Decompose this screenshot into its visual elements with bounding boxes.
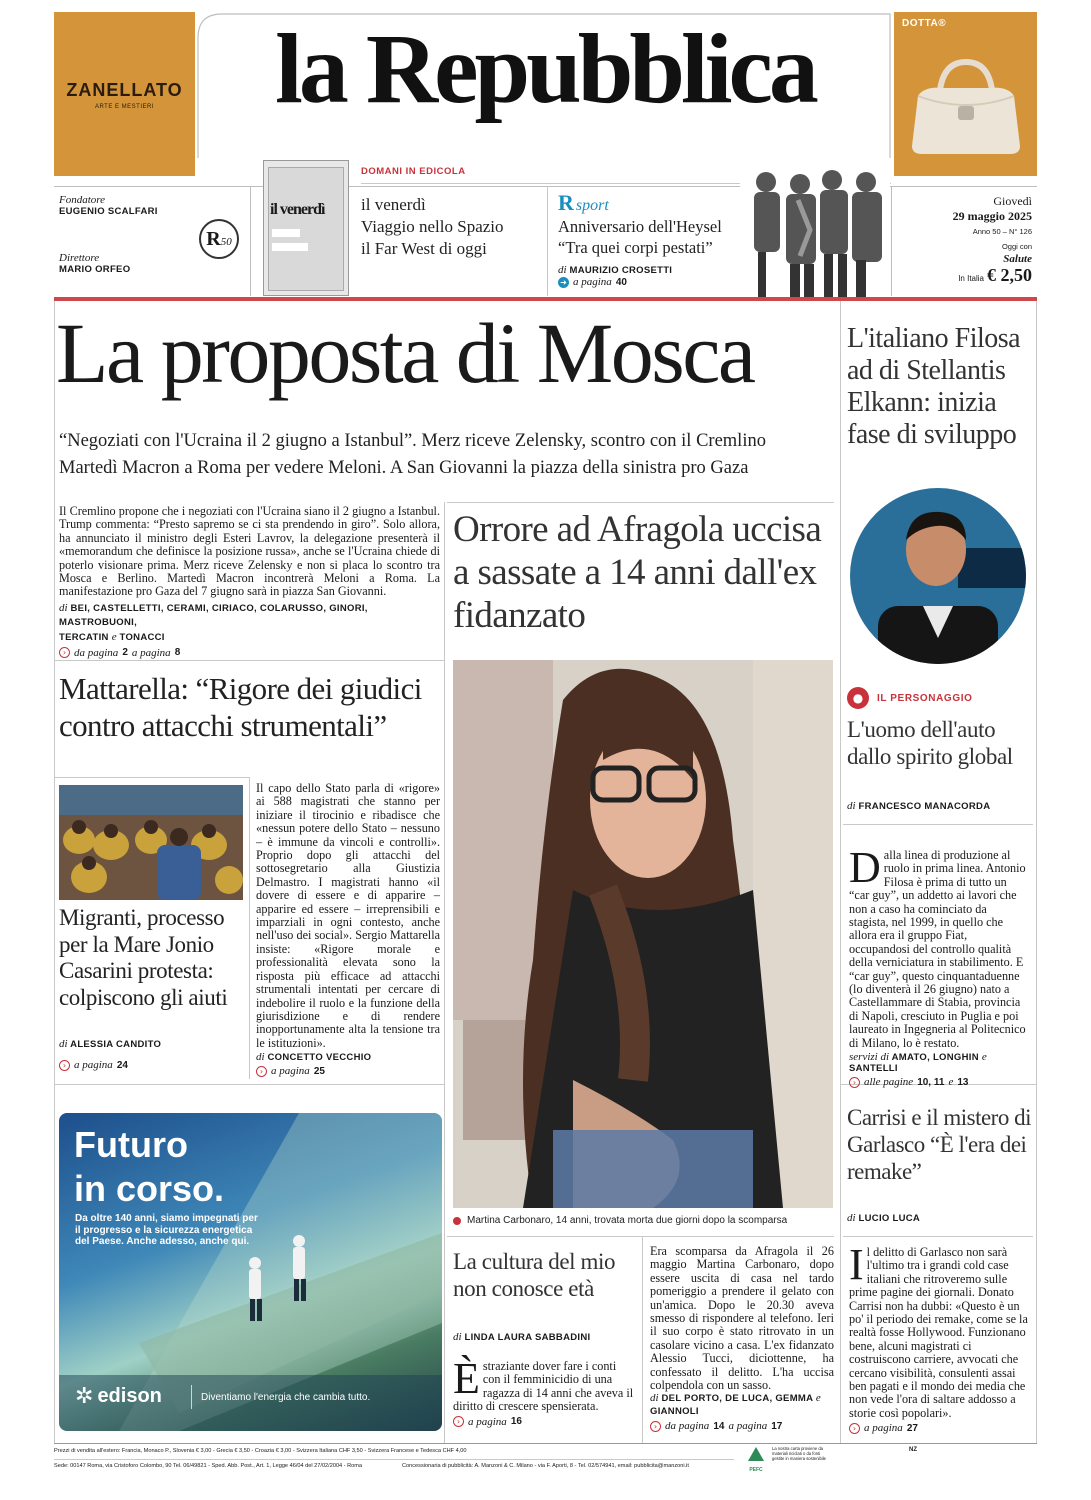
migranti-author: ALESSIA CANDITO xyxy=(70,1039,162,1050)
lead-page-link[interactable]: › da pagina 2 a pagina 8 xyxy=(59,647,440,659)
price: € 2,50 xyxy=(987,265,1032,285)
venerdi-thumbnail[interactable] xyxy=(263,160,349,296)
sport-line1: Anniversario dell'Heysel xyxy=(558,217,722,236)
ad-zanellato-sub: ARTE E MESTIERI xyxy=(94,104,155,110)
lead-article: Il Cremlino propone che i negoziati con l'Ucraina siano il 2 giugno a Istanbul. Trump commenta: “Presto sapremo se ci sta prendendo in giro”. Solo allora, ha annunciato il ministro degli Esteri Lavrov, la delegazione presenterà il «memorandum che definisce la posizione russa», anche se l'Ucraina chiede di poterlo visionare prima. Merz riceve Zelensky e non si placa lo scontro tra Mosca e Berlino. Martedì Macron incontrerà Meloni a Roma. La manifestazione pro Gaza del 7 giugno sarà in piazza San Giovanni. di BEI, CASTELLETTI, CERAMI, CIRIACO, COLARUSSO, GINORI, MASTROBUONI, TERCATIN e TONACCI › da pagina 2 a pagina 8 xyxy=(59,504,440,659)
dateline xyxy=(895,194,1032,286)
stellantis-headline[interactable]: L'italiano Filosa ad di Stellantis Elkann: inizia fase di sviluppo xyxy=(847,323,1021,450)
footer-prices: Prezzi di vendita all'estero: Francia, Monaco P., Slovenia € 3,00 - Grecia € 3,50 - Croazia € 3,00 - Svizzera Italiana CHF 3,50 - Svizzera Francese e Tedesca CHF 4,00 xyxy=(54,1448,467,1454)
director-label: Direttore xyxy=(59,252,100,264)
afragola-page-link[interactable]: › da pagina 14 a pagina 17 xyxy=(650,1420,834,1432)
arrow-icon: › xyxy=(59,1060,70,1071)
handbag-image xyxy=(904,50,1028,160)
personaggio-byline: di FRANCESCO MANACORDA xyxy=(847,800,991,812)
garlasco-article xyxy=(849,1240,1029,1435)
footer-pubblicita: Concessionaria di pubblicità: A. Manzoni & C. Milano - via F. Aporti, 8 - Tel. 02/574941, email: pubblicita@manzoni.it xyxy=(402,1463,689,1469)
cultura-page-link[interactable]: › a pagina 16 xyxy=(453,1416,635,1428)
edison-tagline: Diventiamo l'energia che cambia tutto. xyxy=(201,1392,371,1403)
edison-brand: edison xyxy=(97,1385,162,1407)
dateline-day: Giovedì xyxy=(993,194,1032,208)
sport-page-link[interactable]: ➜ a pagina 40 xyxy=(558,276,748,288)
dateline-supplement: Salute xyxy=(1003,253,1032,265)
cultura-headline[interactable]: La cultura del mio non conosce età xyxy=(453,1249,616,1301)
edicola-label: DOMANI IN EDICOLA xyxy=(361,166,466,177)
edison-logo xyxy=(75,1385,162,1408)
garlasco-headline[interactable]: Carrisi e il mistero di Garlasco “È l'era dei remake” xyxy=(847,1105,1031,1184)
afragola-headline[interactable]: Orrore ad Afragola uccisa a sassate a 14 anni dall'ex fidanzato xyxy=(453,509,822,636)
edison-mark-icon: ✲ xyxy=(75,1383,94,1409)
personaggio-author: FRANCESCO MANACORDA xyxy=(858,801,991,812)
cultura-article xyxy=(453,1354,635,1428)
cultura-author: LINDA LAURA SABBADINI xyxy=(464,1332,591,1343)
personaggio-dropcap: D xyxy=(849,843,881,892)
afragola-body: Era scomparsa da Afragola il 26 maggio Martina Carbonaro, dopo essere uscita di casa nel tardo pomeriggio a prendere il gelato con un'amica. Dopo le 20.30 aveva smesso di rispondere al telefono. Ieri il suo corpo è stato ritrovato in un casolare vicino a casa. L'ex fidanzato Alessio Tucci, diciottenne, ha confessato il delitto. L'ha uccisa colpendola con un sasso. xyxy=(650,1244,834,1393)
migranti-headline[interactable]: Migranti, processo per la Mare Jonio Casarini protesta: colpiscono gli aiuti xyxy=(59,905,228,1010)
filosa-photo[interactable] xyxy=(848,488,1028,664)
footer-sede: Sede: 00147 Roma, via Cristoforo Colombo, 90 Tel. 06/49821 - Sped. Abb. Post., Art. 1, Legge 46/04 del 27/02/2004 - Roma xyxy=(54,1463,363,1469)
migranti-photo[interactable] xyxy=(59,785,243,900)
venerdi-promo[interactable] xyxy=(361,194,504,260)
lead-sub1: “Negoziati con l'Ucraina il 2 giugno a Istanbul”. Merz riceve Zelensky, scontro con il Cremlino xyxy=(59,431,766,451)
migranti-credit: di ALESSIA CANDITO › a pagina 24 xyxy=(59,1038,245,1071)
sport-author: MAURIZIO CROSETTI xyxy=(569,265,673,276)
lead-headline[interactable]: La proposta di Mosca xyxy=(56,305,754,401)
personaggio-title[interactable]: L'uomo dell'auto dallo spirito global xyxy=(847,717,1013,769)
mattarella-article: Il capo dello Stato parla di «rigore» ai 588 magistrati che stanno per iniziare il tirocinio e ribadisce che «nessun potere dello Stato – nessuno – è immune da vincoli e controlli». Proprio dopo gli attacchi del sottosegretario alla Giustizia Delmastro. I magistrati hanno «il dovere di essere e di apparire – apparire ed essere – irreprensibili e imparziali in ogni contesto, anche nell'uso dei social». Sergio Mattarella insiste: «Rigore morale e professionalità elevata sono la risposta più efficace ad attacchi strumentali intentati per cercare di indebolire il ruolo e la funzione della giurisdizione e di rendere inopportunamente alta la tensione tra le istituzioni». di CONCETTO VECCHIO › a pagina 25 xyxy=(256,781,440,1078)
garlasco-dropcap: I xyxy=(849,1240,864,1289)
venerdi-promo-title: il venerdì xyxy=(361,195,426,214)
pefc-note: La nostra carta proviene da materiali riciclati o da fonti gestite in maniera sostenibile xyxy=(772,1446,827,1461)
lead-authors: BEI, CASTELLETTI, CERAMI, CIRIACO, COLARUSSO, GINORI, MASTROBUONI, xyxy=(59,602,368,628)
arrow-icon: › xyxy=(849,1077,860,1088)
dateline-issue: Anno 50 – N° 126 xyxy=(972,227,1032,236)
garlasco-page-link[interactable]: › a pagina 27 xyxy=(849,1422,1029,1434)
ad-edison[interactable] xyxy=(59,1113,442,1431)
venerdi-promo-line1: Viaggio nello Spazio xyxy=(361,217,504,236)
afragola-caption: Martina Carbonaro, 14 anni, trovata morta due giorni dopo la scomparsa xyxy=(453,1215,787,1226)
dateline-date: 29 maggio 2025 xyxy=(952,209,1032,223)
venerdi-promo-line2: il Far West di oggi xyxy=(361,239,487,258)
cultura-byline: di LINDA LAURA SABBADINI xyxy=(453,1331,591,1343)
heysel-photo xyxy=(740,160,890,298)
caption-dot-icon xyxy=(453,1217,461,1225)
arrow-icon: › xyxy=(453,1416,464,1427)
r50-badge-num: 50 xyxy=(220,236,232,248)
sport-by: di xyxy=(558,264,567,276)
r50-badge xyxy=(199,219,239,259)
pefc-tree-icon xyxy=(744,1447,768,1463)
masthead-title[interactable]: la Repubblica xyxy=(275,13,815,124)
founder-label: Fondatore xyxy=(59,194,106,206)
masthead-rule xyxy=(54,297,1037,301)
garlasco-byline: di LUCIO LUCA xyxy=(847,1212,921,1224)
ad-dotta-brand: DOTTA® xyxy=(902,18,947,29)
founder-name: EUGENIO SCALFARI xyxy=(59,206,158,217)
afragola-article: Era scomparsa da Afragola il 26 maggio Martina Carbonaro, dopo essere uscita di casa nel tardo pomeriggio a prendere il gelato con un'amica. Dopo le 20.30 aveva smesso di rispondere al telefono. Ieri il suo corpo è stato ritrovato in un casolare vicino a casa. L'ex fidanzato Alessio Tucci, diciottenne, ha confessato il delitto. L'ha uccisa colpendola con un sasso. di DEL PORTO, DE LUCA, GEMMA e GIANNOLI › da pagina 14 a pagina 17 xyxy=(650,1244,834,1433)
garlasco-body: l delitto di Garlasco non sarà l'ultimo tra i grandi cold case italiani che ritroveremo sulle prime pagine dei giornali. Donato Carrisi non ha dubbi: «Questo è un po' il periodo dei remake, come se la realtà fosse Hollywood. Funzionano bene, alcuni magistrati ci costruiscono carriere, avvocati che cercano visibilità, consulenti assai ben pagati e il mondo dei media che non vede l'ora di saltare addosso a storie così popolari». xyxy=(849,1245,1028,1420)
migranti-page-link[interactable]: › a pagina 24 xyxy=(59,1059,245,1071)
sport-page: 40 xyxy=(615,276,627,288)
sport-arrow-icon: ➜ xyxy=(558,277,569,288)
arrow-icon: › xyxy=(256,1066,267,1077)
ad-zanellato[interactable] xyxy=(54,12,195,176)
ad-dotta[interactable] xyxy=(894,12,1037,176)
arrow-icon: › xyxy=(650,1421,661,1432)
edison-title-2: in corso. xyxy=(74,1168,225,1209)
lead-subheading xyxy=(59,428,839,482)
ad-zanellato-brand: ZANELLATO xyxy=(66,80,183,100)
sport-word: sport xyxy=(575,197,609,214)
personaggio-body: alla linea di produzione al ruolo in prima linea. Antonio Filosa è prima di tutto un “car guy”, un addetto ai lavori che non a caso ha cominciato da stagista, nel 1999, in quello che allora era il gruppo Fiat, occupandosi del controllo qualità della verniciatura in stabilimento. E “car guy”, questo cinquantaduenne (lo diventerà il 26 giugno) nato a Castellammare di Stabia, provincia di Napoli, cresciuto in Puglia e poi laureato in Ingegneria al Politecnico di Milano, lo è restato. xyxy=(849,848,1026,1050)
sport-line2: “Tra quei corpi pestati” xyxy=(558,238,713,257)
pefc-logo: PEFC xyxy=(744,1447,768,1471)
venerdi-thumb-title: il venerdì xyxy=(270,201,325,218)
mattarella-author: CONCETTO VECCHIO xyxy=(267,1052,372,1064)
r50-badge-r: R xyxy=(206,228,221,250)
afragola-authors: DEL PORTO, DE LUCA, GEMMA xyxy=(661,1393,813,1405)
martina-photo[interactable] xyxy=(453,660,833,1208)
mattarella-headline[interactable]: Mattarella: “Rigore dei giudici contro attacchi strumentali” xyxy=(59,671,422,743)
sport-r: R xyxy=(558,190,574,215)
price-label: In Italia xyxy=(958,274,984,283)
arrow-icon: › xyxy=(59,647,70,658)
director-name: MARIO ORFEO xyxy=(59,264,131,275)
lead-body: Il Cremlino propone che i negoziati con l'Ucraina siano il 2 giugno a Istanbul. Trump commenta: “Presto sapremo se ci sta prendendo in giro”. Solo allora, ha annunciato il ministro degli Esteri Lavrov, la delegazione presenterà il «memorandum che definisce la posizione russa», anche se l'Ucraina chiede di poterlo visionare prima. Merz riceve Zelensky e non si placa lo scontro tra Mosca e Berlino. Martedì Macron incontrerà Meloni a Roma. La manifestazione pro Gaza del 7 giugno sarà in piazza San Giovanni. xyxy=(59,504,440,599)
mattarella-page-link[interactable]: › a pagina 25 xyxy=(256,1065,440,1077)
arrow-icon: › xyxy=(849,1423,860,1434)
sport-promo[interactable] xyxy=(558,190,748,288)
personaggio-kicker: ● IL PERSONAGGIO xyxy=(847,687,972,709)
edison-title-1: Futuro xyxy=(74,1124,188,1165)
cultura-body: Èstraziante dover fare i conti con il femminicidio di una ragazza di 14 anni che aveva il diritto di crescere spensierata. xyxy=(453,1354,634,1414)
mattarella-body: Il capo dello Stato parla di «rigore» ai 588 magistrati che stanno per iniziare il tirocinio e ribadisce che «nessun potere dello Stato – nessuno – è immune da vincoli e controlli». Proprio dopo gli attacchi del sottosegretario alla Giustizia Delmastro. I magistrati hanno «il dovere di essere e di apparire – apparire ed essere – irreprensibili e imparziali in ogni contesto, anche nell'uso dei social». Sergio Mattarella insiste: «Rigore morale e professionalità elevata sono la risposta più efficace ad attacchi strumentali intentati per cercare di indebolire il ruolo e la funzione della giurisdizione e di rendere inopportunamente alta la tensione tra le istituzioni». xyxy=(256,781,440,1050)
lead-sub2: Martedì Macron a Roma per vedere Meloni. A San Giovanni la piazza della sinistra pro Gaza xyxy=(59,458,749,478)
edison-body: Da oltre 140 anni, siamo impegnati per il progresso e la sicurezza energetica del Paese. Anche adesso, anche qui. xyxy=(75,1213,258,1247)
cultura-dropcap: È xyxy=(453,1354,480,1403)
garlasco-author: LUCIO LUCA xyxy=(858,1213,921,1224)
dateline-oggi: Oggi con xyxy=(1001,242,1032,251)
person-icon: ● xyxy=(847,687,869,709)
personaggio-page-link[interactable]: › alle pagine 10, 11 e 13 xyxy=(849,1076,1029,1088)
footer-code: NZ xyxy=(909,1447,917,1453)
personaggio-article: Dalla linea di produzione al ruolo in prima linea. Antonio Filosa è prima di tutto un “car guy”, un addetto ai lavori che non a caso ha cominciato da stagista, nel 1999, in quello che allora era il gruppo Fiat, occupandosi del controllo qualità della verniciatura in stabilimento. E “car guy”, questo cinquantaduenne (lo diventerà il 26 giugno) nato a Castellammare di Stabia, provincia di Napoli, cresciuto in Puglia e poi laureato in Ingegneria al Politecnico di Milano, lo è restato. servizi di AMATO, LONGHIN e SANTELLI › alle pagine 10, 11 e 13 xyxy=(849,849,1029,1088)
